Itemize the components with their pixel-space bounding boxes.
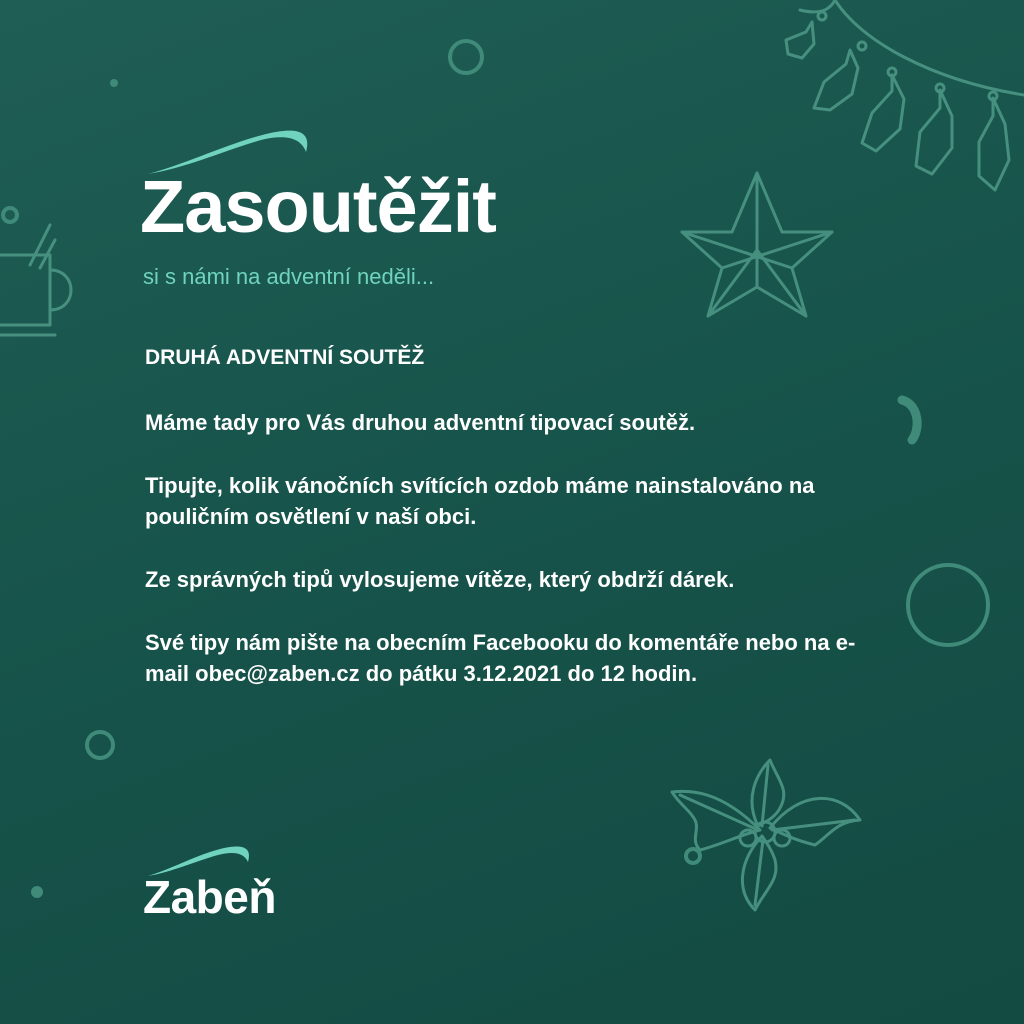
campaign-headline: Zasoutěžit: [140, 165, 496, 248]
announcement-task: Tipujte, kolik vánočních svítících ozdob máme nainstalováno na pouličním osvětlení v naší obci.: [145, 473, 815, 529]
announcement: [145, 342, 865, 721]
zaben-logo: Zabeň: [143, 871, 276, 923]
string-lights-icon: [786, 0, 1024, 190]
announcement-title: DRUHÁ ADVENTNÍ SOUTĚŽ: [145, 346, 425, 369]
announcement-prize: Ze správných tipů vylosujeme vítěze, který obdrží dárek.: [145, 567, 735, 592]
announcement-how-to-enter: Své tipy nám pište na obecním Facebooku do komentáře nebo na e-mail obec@zaben.cz do pátku 3.12.2021 do 12 hodin.: [145, 630, 856, 686]
holly-icon: [672, 760, 860, 910]
mug-icon: [0, 225, 71, 335]
star-icon: [682, 173, 832, 316]
announcement-intro: Máme tady pro Vás druhou adventní tipovací soutěž.: [145, 410, 696, 435]
campaign-tagline: si s námi na adventní neděli...: [143, 264, 435, 289]
